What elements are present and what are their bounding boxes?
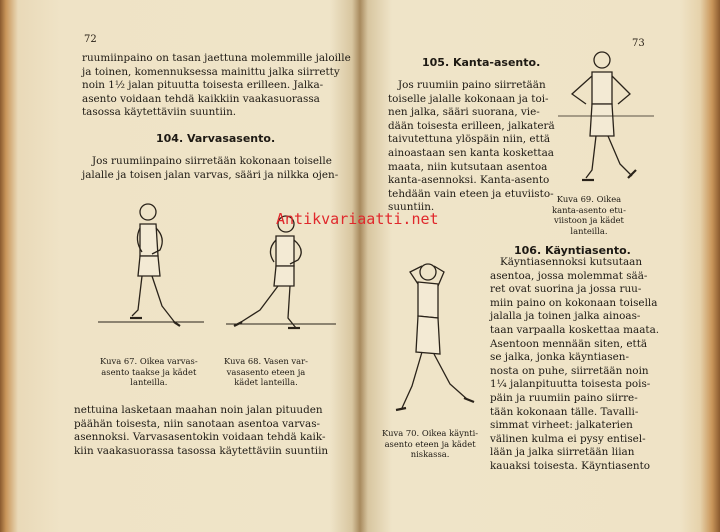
text-line: jalalla ja toinen jalka ainoas- — [490, 310, 641, 323]
text-line: asentoa, jossa molemmat sää- — [490, 269, 648, 282]
figure-67-illustration — [96, 198, 206, 348]
text-line: lään ja jalka siirretään liian — [490, 446, 635, 459]
text-line: nettuina lasketaan maahan noin jalan pituuden — [74, 404, 323, 416]
text-line: ainoastaan sen kanta koskettaa — [388, 146, 554, 159]
text-line: taan varpaalla koskettaa maata. — [490, 323, 660, 336]
figure-68-illustration — [226, 210, 336, 350]
text-line: simmat virheet: jalkaterien — [490, 419, 633, 432]
caption-line: Kuva 69. Oikea — [556, 194, 622, 204]
right-paragraph-2 — [490, 256, 659, 474]
text-line: Jos ruumiin paino siirretään — [398, 79, 546, 91]
text-line: tasossa käytettäviin suuntiin. — [82, 106, 237, 119]
caption-line: Kuva 70. Oikea käynti- — [382, 428, 479, 438]
text-line: taivutettuna ylöspäin niin, että — [388, 133, 551, 146]
page-number-right: 73 — [632, 38, 645, 49]
left-paragraph-3 — [74, 404, 328, 458]
text-line: jalalle ja toisen jalan varvas, sääri ja nilkka ojen- — [82, 168, 339, 181]
text-line: se jalka, jonka käyntiasen- — [490, 351, 630, 364]
section-heading-106: 106. Käyntiasento. — [514, 244, 631, 257]
page-number-left: 72 — [84, 34, 97, 45]
caption-line: Kuva 68. Vasen var- — [224, 356, 308, 366]
caption-line: lanteilla. — [130, 377, 168, 388]
section-heading-104: 104. Varvasasento. — [156, 132, 276, 145]
text-line: suuntiin. — [388, 201, 435, 214]
text-line: Käyntiasennoksi kutsutaan — [500, 256, 643, 268]
text-line: kanta-asennoksi. Kanta-asento — [388, 174, 550, 187]
right-paragraph-1 — [388, 79, 555, 215]
caption-line: vasasento eteen ja — [226, 366, 306, 377]
figure-69-illustration — [556, 46, 656, 194]
text-line: noin 1½ jalan pituutta toisesta erilleen. Jalka- — [82, 79, 324, 92]
text-line: tehdään vain eteen ja etuviisto- — [388, 187, 554, 200]
caption-figure-69 — [552, 194, 626, 236]
text-line: Jos ruumiinpaino siirretään kokonaan toiselle — [92, 155, 332, 167]
text-line: kauaksi toisesta. Käyntiasento — [490, 459, 650, 472]
caption-figure-67 — [100, 356, 198, 388]
text-line: nen jalka, sääri suorana, vie- — [388, 106, 540, 119]
text-line: päin ja ruumiin paino siirre- — [490, 391, 638, 404]
text-line: dään toisesta erilleen, jalkaterä — [388, 119, 555, 132]
caption-line: kanta-asento etu- — [552, 204, 626, 215]
caption-line: lanteilla. — [570, 225, 608, 236]
text-line: 1¼ jalanpituutta toisesta pois- — [490, 378, 651, 391]
text-line: nosta on puhe, siirretään noin — [490, 364, 649, 377]
right-page — [360, 0, 720, 532]
text-line: kiin vaakasuorassa tasossa käytettäviin suuntiin — [74, 444, 329, 457]
caption-line: asento eteen ja kädet — [384, 438, 476, 449]
text-line: Asentoon mennään siten, että — [490, 337, 648, 350]
caption-figure-68 — [224, 356, 308, 388]
left-paragraph-2 — [82, 155, 339, 182]
left-paragraph-1 — [82, 52, 351, 120]
text-line: päähän toisesta, niin sanotaan asentoa varvas- — [74, 417, 321, 430]
text-line: miin paino on kokonaan toisella — [490, 296, 658, 309]
text-line: maata, niin kutsutaan asentoa — [388, 160, 548, 173]
text-line: toiselle jalalle kokonaan ja toi- — [388, 92, 549, 105]
text-line: ruumiinpaino on tasan jaettuna molemmille jaloille — [82, 52, 351, 64]
caption-line: kädet lanteilla. — [234, 377, 298, 388]
text-line: asennoksi. Varvasasentokin voidaan tehdä kaik- — [74, 431, 326, 444]
caption-line: Kuva 67. Oikea varvas- — [100, 356, 198, 366]
text-line: ret ovat suorina ja jossa ruu- — [490, 283, 642, 296]
text-line: tään kokonaan tälle. Tavalli- — [490, 405, 639, 418]
caption-line: viistoon ja kädet — [554, 215, 624, 226]
caption-figure-70 — [382, 428, 478, 460]
section-heading-105: 105. Kanta-asento. — [422, 56, 541, 69]
caption-line: niskassa. — [410, 449, 450, 460]
text-line: asento voidaan tehdä kaikkiin vaakasuorassa — [82, 92, 320, 105]
watermark-text: Antikvariaatti.net — [276, 210, 439, 228]
text-line: välinen kulma ei pysy entisel- — [490, 432, 646, 445]
text-line: ja toinen, komennuksessa mainittu jalka siirretty — [82, 65, 340, 78]
figure-70-illustration — [388, 258, 498, 424]
caption-line: asento taakse ja kädet — [101, 366, 197, 377]
